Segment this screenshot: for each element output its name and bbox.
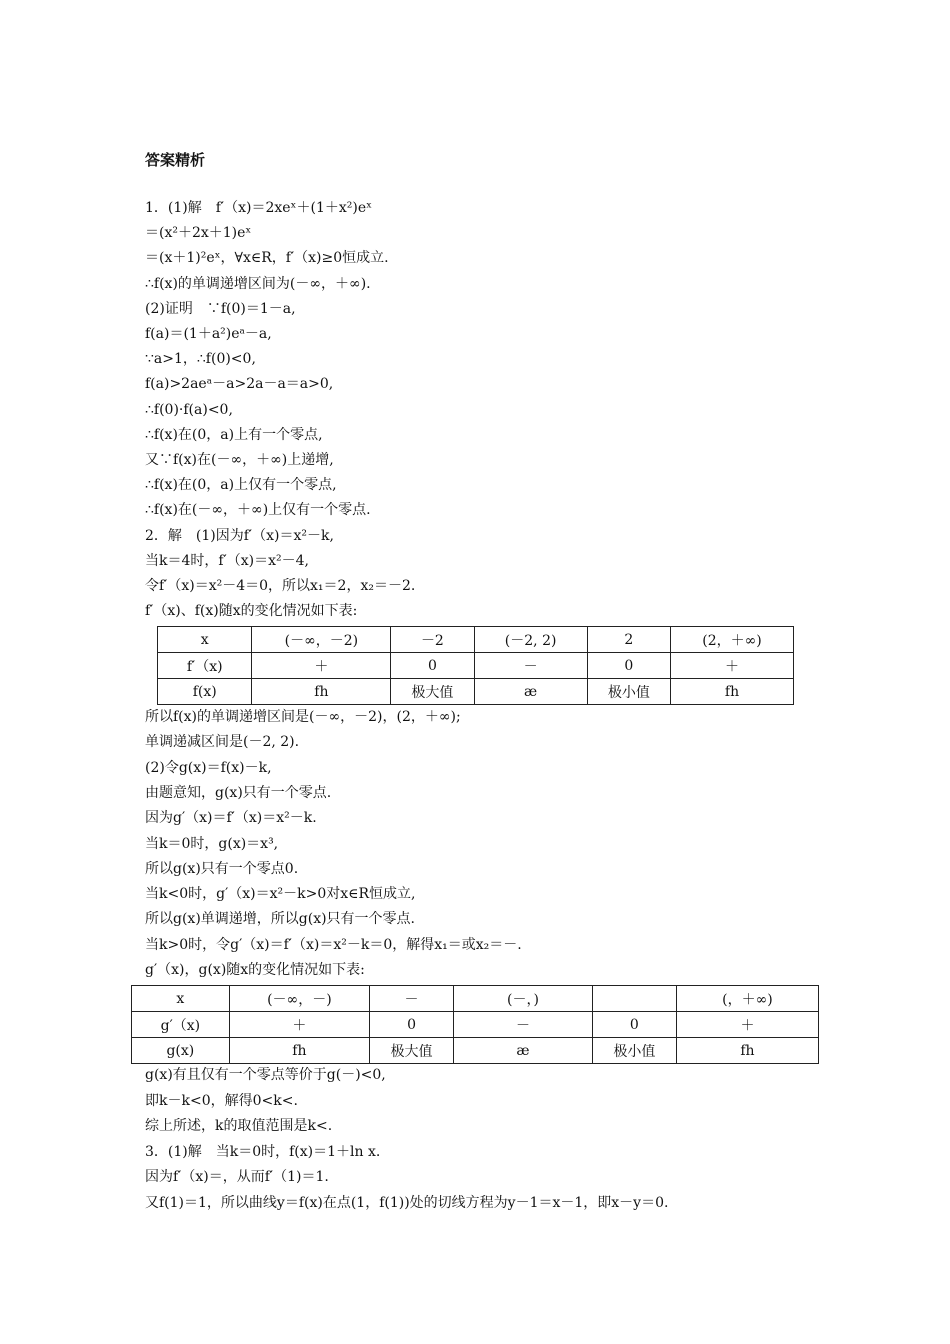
table-cell: (－，) [454, 986, 593, 1012]
table-cell: ＋ [229, 1012, 369, 1038]
table-cell: fh [676, 1038, 818, 1064]
table-cell: f′（x) [158, 653, 252, 679]
text-line: 又∵f(x)在(－∞，＋∞)上递增, [145, 452, 334, 468]
table-cell: － [454, 1012, 593, 1038]
text-line: 当k>0时，令g′（x)＝f′（x)＝x²－k＝0，解得x₁＝或x₂＝－. [145, 936, 522, 953]
table-cell: 极大值 [370, 1038, 454, 1064]
table-cell: (－∞，－) [229, 986, 369, 1012]
table-row [158, 679, 794, 705]
text-line: f(a)>2aeᵃ－a>2a－a＝a>0, [145, 376, 334, 393]
text-line: 3．(1)解 当k＝0时，f(x)＝1＋ln x. [145, 1143, 381, 1160]
table-cell: 0 [587, 653, 670, 679]
text-line: g(x)有且仅有一个零点等价于g(－)<0, [145, 1067, 386, 1083]
table-cell: (－2, 2) [474, 627, 587, 653]
text-line: f′（x)、f(x)随x的变化情况如下表: [145, 603, 358, 620]
text-line: 所以g(x)单调递增，所以g(x)只有一个零点. [145, 911, 416, 928]
table-cell: 0 [592, 1012, 676, 1038]
text-line: (2)证明 ∵f(0)＝1－a, [145, 300, 296, 317]
table-cell: 极小值 [592, 1038, 676, 1064]
table-cell: g′（x) [132, 1012, 230, 1038]
section-heading: 答案精析 [145, 151, 206, 169]
text-line: 1．(1)解 f′（x)＝2xeˣ＋(1＋x²)eˣ [145, 200, 373, 216]
table-cell: (2，＋∞) [670, 627, 793, 653]
text-line: 当k<0时，g′（x)＝x²－k>0对x∈R恒成立, [145, 886, 416, 903]
table-cell: æ [474, 679, 587, 705]
text-line: ∴f(x)在(0，a)上仅有一个零点, [145, 477, 337, 494]
table-cell: ＋ [676, 1012, 818, 1038]
text-line: 因为f′（x)＝，从而f′（1)＝1. [145, 1169, 329, 1185]
table-cell: (，＋∞) [676, 986, 818, 1012]
text-line: 当k＝0时，g(x)＝x³, [145, 835, 279, 852]
table-cell: x [132, 986, 230, 1012]
table-cell [592, 986, 676, 1012]
table-row [132, 1038, 819, 1064]
text-line: 单调递减区间是(－2, 2). [145, 734, 300, 751]
text-line: 当k＝4时，f′（x)＝x²－4, [145, 552, 309, 569]
text-line: 即k－k<0，解得0<k<. [145, 1092, 298, 1109]
text-line: ∴f(x)在(－∞，＋∞)上仅有一个零点. [145, 502, 371, 519]
text-line: 又f(1)＝1，所以曲线y＝f(x)在点(1，f(1))处的切线方程为y－1＝x－1，即x－y＝0. [145, 1194, 669, 1211]
table-cell: 极小值 [587, 679, 670, 705]
table-cell: －2 [391, 627, 474, 653]
table-row [132, 986, 819, 1012]
text-line: 由题意知，g(x)只有一个零点. [145, 784, 332, 801]
table-cell: ＋ [252, 653, 391, 679]
table-cell: － [370, 986, 454, 1012]
text-line: ＝(x＋1)²eˣ，∀x∈R，f′（x)≥0恒成立. [145, 250, 389, 267]
table-cell: (－∞，－2) [252, 627, 391, 653]
table-cell: 极大值 [391, 679, 474, 705]
table-row [158, 653, 794, 679]
table-cell: 0 [391, 653, 474, 679]
text-line: 综上所述，k的取值范围是k<. [145, 1118, 333, 1134]
text-line: ∴f(x)在(0，a)上有一个零点, [145, 426, 323, 443]
table-cell: fh [252, 679, 391, 705]
text-line: ＝(x²＋2x＋1)eˣ [145, 225, 252, 242]
table-cell: æ [454, 1038, 593, 1064]
text-line: f(a)＝(1＋a²)eᵃ－a, [145, 326, 272, 342]
table-cell: g(x) [132, 1038, 230, 1064]
table-cell: fh [670, 679, 793, 705]
text-line: 所以f(x)的单调递增区间是(－∞，－2)，(2，＋∞); [145, 709, 461, 725]
variation-table-g [131, 985, 819, 1064]
table-row [158, 627, 794, 653]
table-cell: ＋ [670, 653, 793, 679]
text-line: ∴f(0)·f(a)<0, [145, 401, 233, 418]
variation-table-f [157, 626, 794, 705]
text-line: 令f′（x)＝x²－4＝0，所以x₁＝2，x₂＝－2. [145, 578, 416, 594]
table-cell: x [158, 627, 252, 653]
table-cell: 0 [370, 1012, 454, 1038]
table-cell: 2 [587, 627, 670, 653]
table-cell: － [474, 653, 587, 679]
text-line: 所以g(x)只有一个零点0. [145, 860, 299, 877]
text-line: (2)令g(x)＝f(x)－k, [145, 759, 272, 776]
text-line: ∵a>1，∴f(0)<0, [145, 351, 256, 368]
text-line: g′（x)，g(x)随x的变化情况如下表: [145, 962, 365, 978]
text-line: ∴f(x)的单调递增区间为(－∞，＋∞). [145, 275, 371, 292]
table-cell: f(x) [158, 679, 252, 705]
text-line: 因为g′（x)＝f′（x)＝x²－k. [145, 810, 317, 827]
table-cell: fh [229, 1038, 369, 1064]
text-line: 2．解 (1)因为f′（x)＝x²－k, [145, 527, 334, 544]
table-row [132, 1012, 819, 1038]
